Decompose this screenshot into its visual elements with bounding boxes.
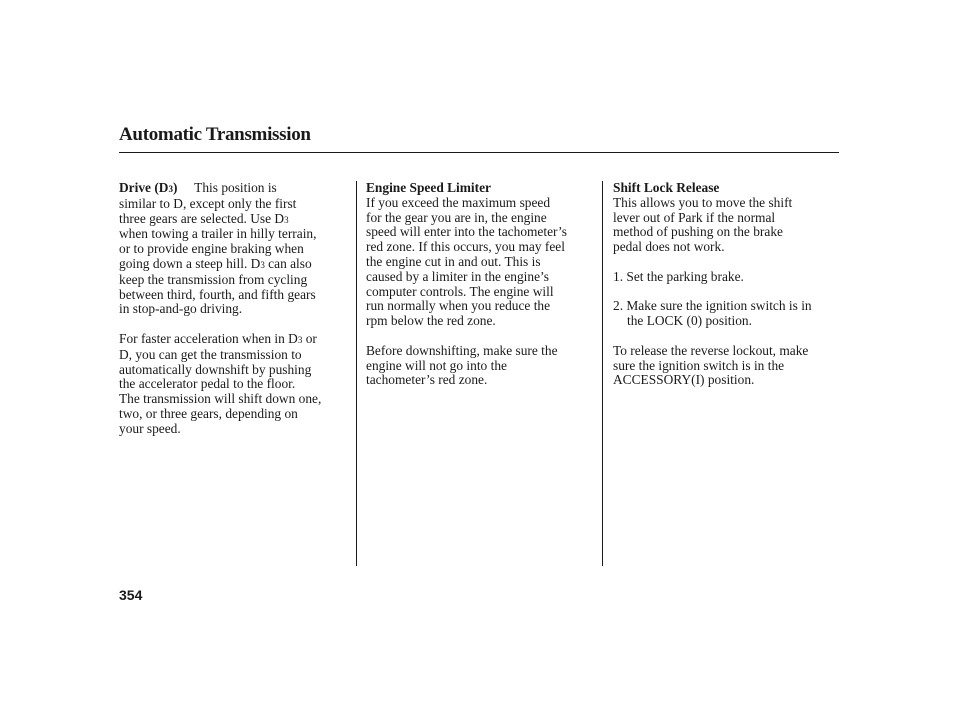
text-line: the accelerator pedal to the floor. bbox=[119, 376, 296, 392]
text-line: two, or three gears, depending on bbox=[119, 405, 298, 421]
text-line: going down a steep hill. D3 can also bbox=[119, 255, 312, 271]
text-line: similar to D, except only the first bbox=[119, 195, 297, 211]
text-line: To release the reverse lockout, make bbox=[613, 342, 809, 358]
text-line: between third, fourth, and fifth gears bbox=[119, 286, 316, 302]
text-line: three gears are selected. Use D3 bbox=[119, 210, 289, 226]
text-line: the engine cut in and out. This is bbox=[366, 253, 541, 269]
page-title: Automatic Transmission bbox=[119, 124, 311, 145]
text-line: run normally when you reduce the bbox=[366, 298, 551, 314]
section-heading: Engine Speed Limiter bbox=[366, 180, 491, 195]
text-line: speed will enter into the tachometer’s bbox=[366, 224, 567, 240]
text-line: pedal does not work. bbox=[613, 239, 725, 255]
text-line: This allows you to move the shift bbox=[613, 194, 793, 210]
step-1: 1. Set the parking brake. bbox=[613, 268, 744, 284]
text-line: for the gear you are in, the engine bbox=[366, 209, 547, 225]
text-line: red zone. If this occurs, you may feel bbox=[366, 239, 565, 255]
drive-intro: This position is bbox=[194, 180, 277, 195]
text-line: computer controls. The engine will bbox=[366, 283, 554, 299]
text-line: tachometer’s red zone. bbox=[366, 372, 488, 388]
column-engine-speed-limiter bbox=[366, 181, 598, 388]
text-line: ACCESSORY(I) position. bbox=[613, 372, 755, 388]
text-line: your speed. bbox=[119, 420, 181, 436]
title-divider bbox=[119, 152, 839, 153]
drive-heading-line bbox=[119, 181, 349, 197]
text-line: in stop-and-go driving. bbox=[119, 301, 243, 317]
text-line: caused by a limiter in the engine’s bbox=[366, 268, 549, 284]
step-2-continued: the LOCK (0) position. bbox=[627, 313, 752, 329]
text-line: engine will not go into the bbox=[366, 357, 507, 373]
text-line: or to provide engine braking when bbox=[119, 241, 304, 257]
text-line: method of pushing on the brake bbox=[613, 224, 783, 240]
text-line: For faster acceleration when in D3 or bbox=[119, 330, 317, 346]
column-divider-1 bbox=[356, 181, 357, 566]
page-number: 354 bbox=[119, 587, 143, 603]
column-shift-lock-release bbox=[613, 181, 843, 388]
drive-heading: Drive (D3) bbox=[119, 180, 178, 195]
column-divider-2 bbox=[602, 181, 603, 566]
text-line: lever out of Park if the normal bbox=[613, 209, 776, 225]
column-drive-d3 bbox=[119, 181, 349, 437]
text-line: when towing a trailer in hilly terrain, bbox=[119, 226, 317, 242]
text-line: The transmission will shift down one, bbox=[119, 391, 322, 407]
section-heading: Shift Lock Release bbox=[613, 180, 720, 195]
text-line: rpm below the red zone. bbox=[366, 313, 496, 329]
text-line: keep the transmission from cycling bbox=[119, 271, 308, 287]
step-2: 2. Make sure the ignition switch is in bbox=[613, 298, 812, 314]
text-line: sure the ignition switch is in the bbox=[613, 357, 785, 373]
text-line: automatically downshift by pushing bbox=[119, 361, 312, 377]
text-line: If you exceed the maximum speed bbox=[366, 194, 551, 210]
text-line: D, you can get the transmission to bbox=[119, 346, 302, 362]
text-line: Before downshifting, make sure the bbox=[366, 342, 558, 358]
